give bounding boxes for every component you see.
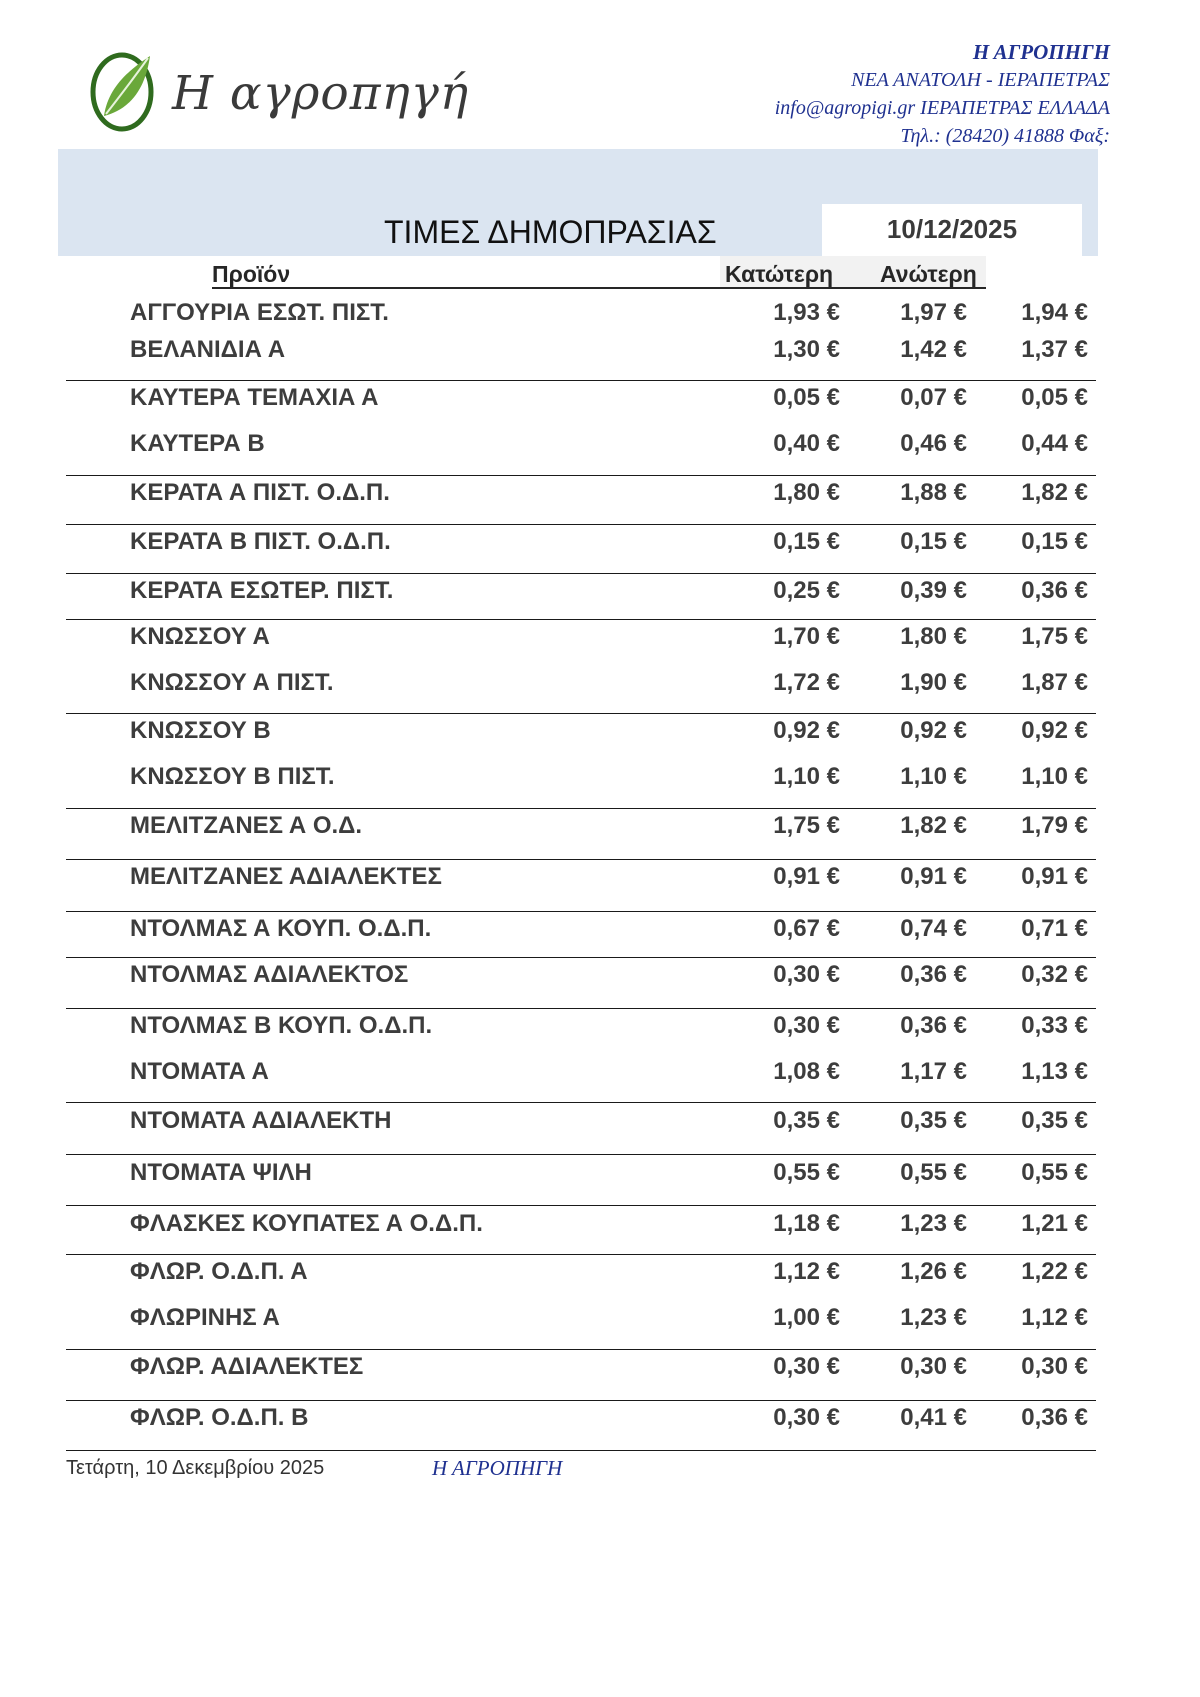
group-separator: [66, 1205, 1096, 1206]
product-name: ΚΕΡΑΤΑ ΕΣΩΤΕΡ. ΠΙΣΤ.: [130, 577, 394, 604]
product-name: ΚΑΥΤΕΡΑ ΤΕΜΑΧΙΑ Α: [130, 384, 379, 411]
avg-price: 0,33 €: [1021, 1012, 1088, 1039]
avg-price: 0,05 €: [1021, 384, 1088, 411]
avg-price: 0,55 €: [1021, 1159, 1088, 1186]
price-row: [130, 1210, 1088, 1240]
high-price: 1,23 €: [900, 1210, 967, 1237]
group-separator: [66, 1008, 1096, 1009]
avg-price: 0,71 €: [1021, 915, 1088, 942]
high-price: 0,92 €: [900, 717, 967, 744]
avg-price: 0,35 €: [1021, 1107, 1088, 1134]
low-price: 1,80 €: [773, 479, 840, 506]
avg-price: 0,30 €: [1021, 1353, 1088, 1380]
group-separator: [66, 573, 1096, 574]
product-name: ΦΛΩΡ. ΑΔΙΑΛΕΚΤΕΣ: [130, 1353, 364, 1380]
price-row: [130, 763, 1088, 793]
avg-price: 1,75 €: [1021, 623, 1088, 650]
low-price: 1,70 €: [773, 623, 840, 650]
high-price: 0,30 €: [900, 1353, 967, 1380]
high-price: 0,55 €: [900, 1159, 967, 1186]
avg-price: 0,36 €: [1021, 577, 1088, 604]
avg-price: 1,79 €: [1021, 812, 1088, 839]
low-price: 0,30 €: [773, 961, 840, 988]
low-price: 0,92 €: [773, 717, 840, 744]
header-high-price: Ανώτερη: [880, 261, 977, 287]
product-name: ΝΤΟΛΜΑΣ ΑΔΙΑΛΕΚΤΟΣ: [130, 961, 409, 988]
price-row: [130, 623, 1088, 653]
low-price: 1,18 €: [773, 1210, 840, 1237]
leaf-logo-icon: [84, 46, 164, 136]
low-price: 0,15 €: [773, 528, 840, 555]
high-price: 0,36 €: [900, 1012, 967, 1039]
group-separator: [66, 911, 1096, 912]
high-price: 0,41 €: [900, 1404, 967, 1431]
price-row: [130, 1404, 1088, 1434]
product-name: ΒΕΛΑΝΙΔΙΑ Α: [130, 336, 286, 363]
footer-date: Τετάρτη, 10 Δεκεμβρίου 2025: [66, 1457, 325, 1479]
low-price: 0,30 €: [773, 1012, 840, 1039]
price-row: [130, 1353, 1088, 1383]
group-separator: [66, 957, 1096, 958]
table-bottom-rule: [66, 1450, 1096, 1451]
product-name: ΦΛΩΡ. Ο.Δ.Π. Α: [130, 1258, 308, 1285]
high-price: 1,23 €: [900, 1304, 967, 1331]
price-row: [130, 915, 1088, 945]
avg-price: 1,87 €: [1021, 669, 1088, 696]
high-price: 0,46 €: [900, 430, 967, 457]
company-phone: Τηλ.: (28420) 41888 Φαξ:: [900, 125, 1110, 147]
low-price: 1,93 €: [773, 299, 840, 326]
low-price: 1,08 €: [773, 1058, 840, 1085]
price-row: [130, 577, 1088, 607]
product-name: ΝΤΟΜΑΤΑ Α: [130, 1058, 269, 1085]
high-price: 1,42 €: [900, 336, 967, 363]
group-separator: [66, 475, 1096, 476]
high-price: 1,80 €: [900, 623, 967, 650]
low-price: 0,91 €: [773, 863, 840, 890]
high-price: 1,88 €: [900, 479, 967, 506]
group-separator: [66, 1254, 1096, 1255]
high-price: 0,15 €: [900, 528, 967, 555]
product-name: ΝΤΟΛΜΑΣ Α ΚΟΥΠ. Ο.Δ.Π.: [130, 915, 432, 942]
header-product: Προϊόν: [212, 261, 291, 287]
price-row: [130, 1107, 1088, 1137]
company-name: Η ΑΓΡΟΠΗΓΗ: [972, 40, 1110, 64]
high-price: 0,39 €: [900, 577, 967, 604]
company-info: [775, 38, 1110, 150]
product-name: ΚΕΡΑΤΑ Β ΠΙΣΤ. Ο.Δ.Π.: [130, 528, 391, 555]
product-name: ΦΛΩΡ. Ο.Δ.Π. Β: [130, 1404, 309, 1431]
low-price: 0,30 €: [773, 1404, 840, 1431]
group-separator: [66, 380, 1096, 381]
product-name: ΚΝΩΣΣΟΥ Β: [130, 717, 271, 744]
avg-price: 0,91 €: [1021, 863, 1088, 890]
avg-price: 0,36 €: [1021, 1404, 1088, 1431]
footer-company: Η ΑΓΡΟΠΗΓΗ: [432, 1456, 563, 1480]
price-row: [130, 1258, 1088, 1288]
high-price: 0,36 €: [900, 961, 967, 988]
high-price: 0,91 €: [900, 863, 967, 890]
low-price: 0,55 €: [773, 1159, 840, 1186]
price-row: [130, 299, 1088, 329]
avg-price: 1,82 €: [1021, 479, 1088, 506]
product-name: ΝΤΟΛΜΑΣ Β ΚΟΥΠ. Ο.Δ.Π.: [130, 1012, 433, 1039]
group-separator: [66, 1400, 1096, 1401]
price-row: [130, 961, 1088, 991]
low-price: 0,30 €: [773, 1353, 840, 1380]
low-price: 0,25 €: [773, 577, 840, 604]
high-price: 1,97 €: [900, 299, 967, 326]
avg-price: 1,22 €: [1021, 1258, 1088, 1285]
low-price: 1,75 €: [773, 812, 840, 839]
price-row: [130, 336, 1088, 366]
price-row: [130, 863, 1088, 893]
product-name: ΦΛΩΡΙΝΗΣ Α: [130, 1304, 280, 1331]
product-name: ΝΤΟΜΑΤΑ ΑΔΙΑΛΕΚΤΗ: [130, 1107, 392, 1134]
product-name: ΚΕΡΑΤΑ Α ΠΙΣΤ. Ο.Δ.Π.: [130, 479, 390, 506]
company-address: ΝΕΑ ΑΝΑΤΟΛΗ - ΙΕΡΑΠΕΤΡΑΣ: [851, 69, 1110, 91]
group-separator: [66, 524, 1096, 525]
group-separator: [66, 808, 1096, 809]
price-row: [130, 1058, 1088, 1088]
low-price: 0,35 €: [773, 1107, 840, 1134]
header-underline: [212, 287, 986, 289]
high-price: 0,35 €: [900, 1107, 967, 1134]
price-row: [130, 1304, 1088, 1334]
high-price: 1,17 €: [900, 1058, 967, 1085]
product-name: ΚΝΩΣΣΟΥ Α ΠΙΣΤ.: [130, 669, 334, 696]
price-row: [130, 479, 1088, 509]
price-row: [130, 528, 1088, 558]
low-price: 0,40 €: [773, 430, 840, 457]
low-price: 0,67 €: [773, 915, 840, 942]
price-row: [130, 430, 1088, 460]
avg-price: 0,92 €: [1021, 717, 1088, 744]
price-row: [130, 669, 1088, 699]
product-name: ΚΝΩΣΣΟΥ Β ΠΙΣΤ.: [130, 763, 335, 790]
price-row: [130, 1012, 1088, 1042]
header-low-price: Κατώτερη: [725, 261, 834, 287]
low-price: 1,10 €: [773, 763, 840, 790]
high-price: 0,74 €: [900, 915, 967, 942]
group-separator: [66, 859, 1096, 860]
high-price: 1,10 €: [900, 763, 967, 790]
avg-price: 1,13 €: [1021, 1058, 1088, 1085]
price-row: [130, 812, 1088, 842]
product-name: ΑΓΓΟΥΡΙΑ ΕΣΩΤ. ΠΙΣΤ.: [130, 299, 389, 326]
group-separator: [66, 1154, 1096, 1155]
group-separator: [66, 713, 1096, 714]
price-row: [130, 384, 1088, 414]
avg-price: 0,32 €: [1021, 961, 1088, 988]
low-price: 1,30 €: [773, 336, 840, 363]
group-separator: [66, 619, 1096, 620]
logo-wordmark: Η αγροπηγή: [172, 66, 469, 121]
product-name: ΚΑΥΤΕΡΑ Β: [130, 430, 265, 457]
product-name: ΜΕΛΙΤΖΑΝΕΣ Α Ο.Δ.: [130, 812, 363, 839]
group-separator: [66, 1349, 1096, 1350]
product-name: ΚΝΩΣΣΟΥ Α: [130, 623, 270, 650]
avg-price: 1,12 €: [1021, 1304, 1088, 1331]
group-separator: [66, 1102, 1096, 1103]
product-name: ΦΛΑΣΚΕΣ ΚΟΥΠΑΤΕΣ Α Ο.Δ.Π.: [130, 1210, 483, 1237]
avg-price: 1,10 €: [1021, 763, 1088, 790]
high-price: 1,82 €: [900, 812, 967, 839]
price-row: [130, 717, 1088, 747]
avg-price: 1,94 €: [1021, 299, 1088, 326]
company-email: info@agropigi.gr ΙΕΡΑΠΕΤΡΑΣ ΕΛΛΑΔΑ: [774, 97, 1110, 119]
avg-price: 0,44 €: [1021, 430, 1088, 457]
low-price: 1,72 €: [773, 669, 840, 696]
low-price: 0,05 €: [773, 384, 840, 411]
high-price: 1,26 €: [900, 1258, 967, 1285]
high-price: 0,07 €: [900, 384, 967, 411]
product-name: ΝΤΟΜΑΤΑ ΨΙΛΗ: [130, 1159, 312, 1186]
product-name: ΜΕΛΙΤΖΑΝΕΣ ΑΔΙΑΛΕΚΤΕΣ: [130, 863, 442, 890]
low-price: 1,12 €: [773, 1258, 840, 1285]
company-logo: [84, 42, 469, 142]
price-row: [130, 1159, 1088, 1189]
low-price: 1,00 €: [773, 1304, 840, 1331]
high-price: 1,90 €: [900, 669, 967, 696]
avg-price: 1,21 €: [1021, 1210, 1088, 1237]
page-title: ΤΙΜΕΣ ΔΗΜΟΠΡΑΣΙΑΣ: [384, 214, 717, 250]
avg-price: 1,37 €: [1021, 336, 1088, 363]
avg-price: 0,15 €: [1021, 528, 1088, 555]
auction-date: 10/12/2025: [822, 204, 1082, 256]
